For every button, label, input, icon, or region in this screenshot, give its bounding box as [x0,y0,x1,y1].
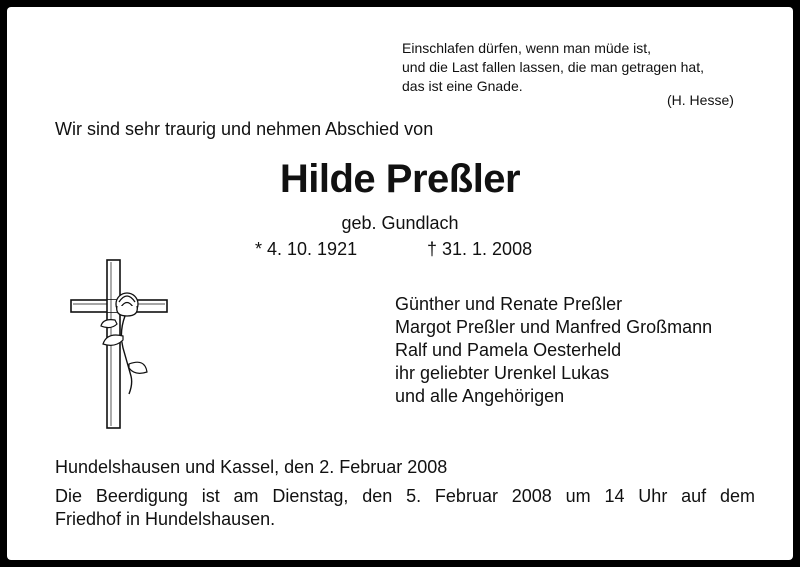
cross-with-rose-icon [57,252,177,432]
quote-author: (H. Hesse) [667,92,734,108]
funeral-line-2: Friedhof in Hundelshausen. [55,509,276,529]
funeral-line-1: Die Beerdigung ist am Dienstag, den 5. Februar 2008 um 14 Uhr auf dem [55,486,755,506]
quote-line-2: und die Last fallen lassen, die man getragen hat, [402,59,704,75]
place-date: Hundelshausen und Kassel, den 2. Februar 2008 [55,457,448,477]
birth-name: geb. Gundlach [341,213,459,233]
mourner-2: Margot Preßler und Manfred Großmann [395,317,713,337]
mourner-1: Günther und Renate Preßler [395,294,623,314]
death-date: † 31. 1. 2008 [427,239,533,259]
quote-line-3: das ist eine Gnade. [402,78,523,94]
mourner-5: und alle Angehörigen [395,386,565,406]
funeral-notice [55,485,755,531]
mourners-list [395,293,712,408]
mourner-3: Ralf und Pamela Oesterheld [395,340,622,360]
obituary-card [7,7,793,560]
deceased-name: Hilde Preßler [279,157,521,201]
quote-block [402,39,772,96]
birth-date: * 4. 10. 1921 [255,239,358,259]
intro-text: Wir sind sehr traurig und nehmen Abschied von [55,119,434,139]
mourner-4: ihr geliebter Urenkel Lukas [395,363,610,383]
quote-line-1: Einschlafen dürfen, wenn man müde ist, [402,40,652,56]
